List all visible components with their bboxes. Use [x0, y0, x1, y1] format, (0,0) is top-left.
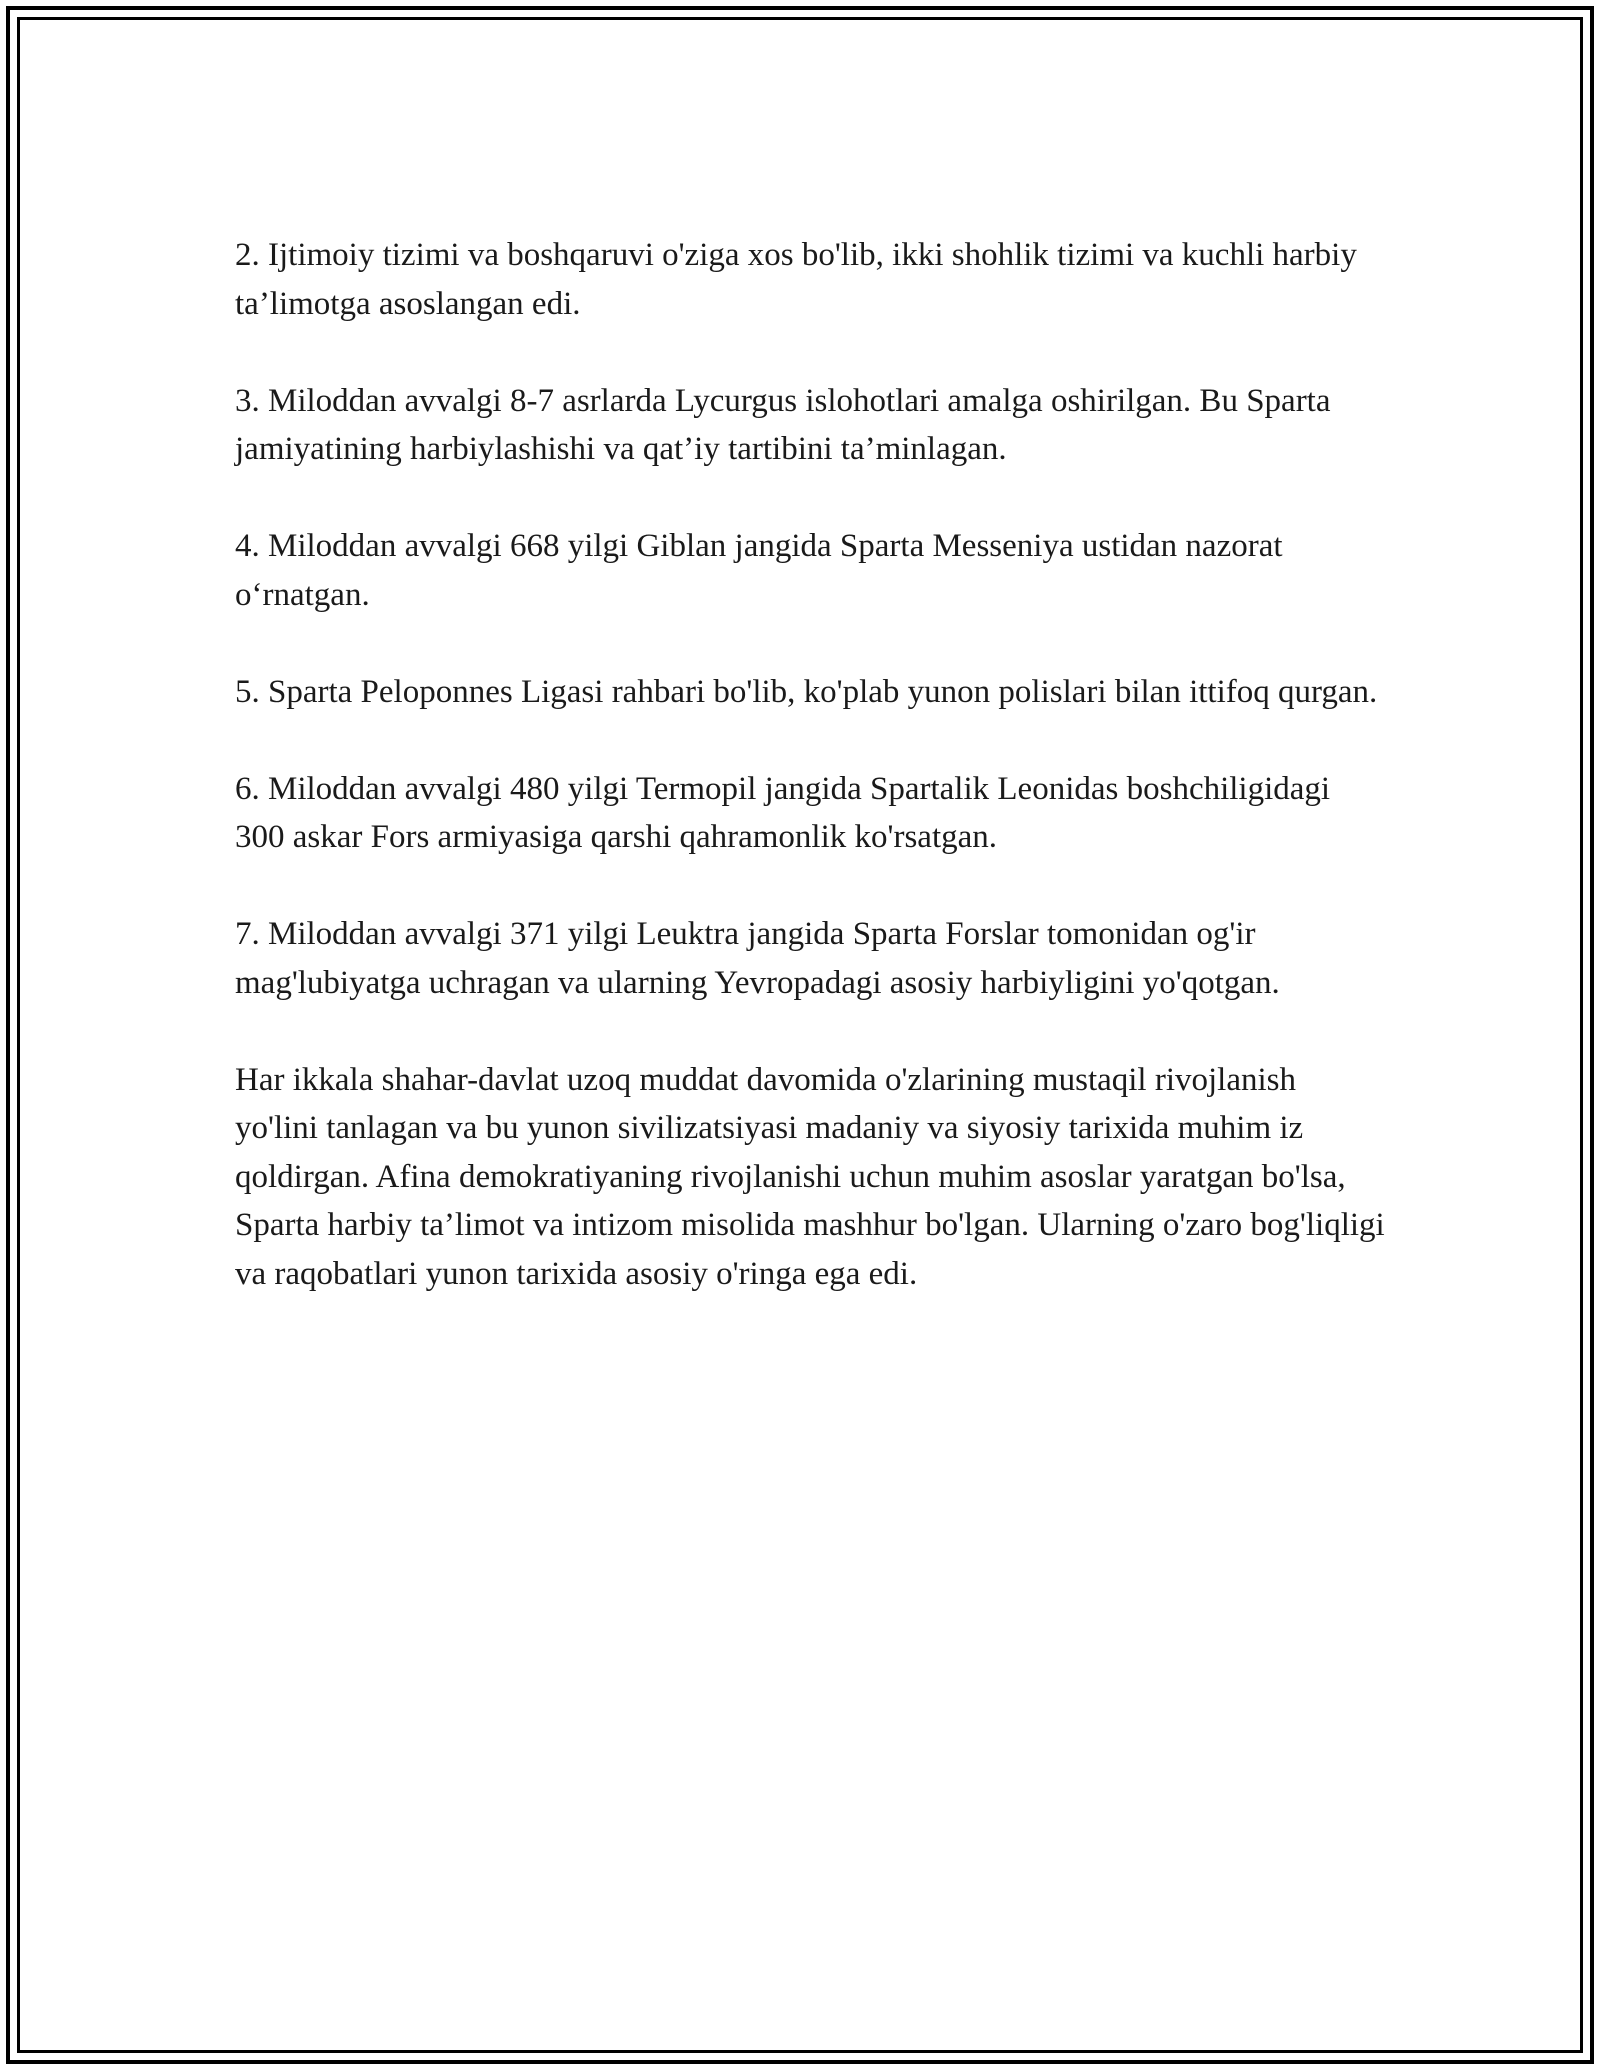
paragraph-messenia-control: 4. Miloddan avvalgi 668 yilgi Giblan jangida Sparta Messeniya ustidan nazorat o‘rnatgan.	[235, 528, 1283, 613]
paragraph-thermopylae: 6. Miloddan avvalgi 480 yilgi Termopil jangida Spartalik Leonidas boshchiligidagi 300 askar Fors armiyasiga qarshi qahramonlik ko'rsatgan.	[235, 770, 1331, 855]
paragraph-leuctra: 7. Miloddan avvalgi 371 yilgi Leuktra jangida Sparta Forslar tomonidan og'ir mag'lubiyatga uchragan va ularning Yevropadagi asosiy harbiyligini yo'qotgan.	[235, 916, 1280, 1001]
paragraph-conclusion: Har ikkala shahar-davlat uzoq muddat davomida o'zlarining mustaqil rivojlanish yo'lini tanlagan va bu yunon sivilizatsiyasi madaniy va siyosiy tarixida muhim iz qoldirgan. Afina demokratiyaning rivojlanishi uchun muhim asoslar yaratgan bo'lsa, Sparta harbiy ta’limot va intizom misolida mashhur bo'lgan. Ularning o'zaro bog'liqligi va raqobatlari yunon tarixida asosiy o'ringa ega edi.	[235, 1061, 1385, 1292]
paragraph-social-system: 2. Ijtimoiy tizimi va boshqaruvi o'ziga xos bo'lib, ikki shohlik tizimi va kuchli harbiy ta’limotga asoslangan edi.	[235, 237, 1357, 322]
paragraph-peloponnesian-league: 5. Sparta Peloponnes Ligasi rahbari bo'lib, ko'plab yunon polislari bilan ittifoq qurgan.	[235, 673, 1378, 710]
paragraph-lycurgus-reforms: 3. Miloddan avvalgi 8-7 asrlarda Lycurgus islohotlari amalga oshirilgan. Bu Sparta jamiyatining harbiylashishi va qat’iy tartibini ta’minlagan.	[235, 382, 1331, 467]
document-body	[235, 231, 1385, 1347]
